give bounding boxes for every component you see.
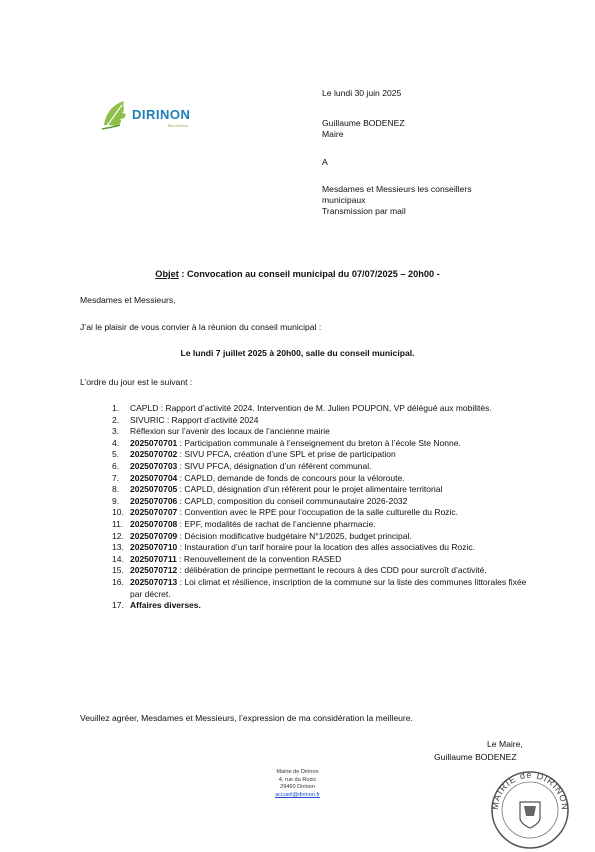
subject-line	[0, 269, 595, 279]
agenda-item	[112, 554, 532, 566]
agenda-item-ref: 2025070701	[130, 437, 178, 448]
agenda-item	[112, 438, 532, 450]
agenda-item	[112, 473, 532, 485]
mairie-stamp	[484, 760, 576, 852]
agenda-item	[112, 496, 532, 508]
agenda-intro: L’ordre du jour est le suivant :	[80, 377, 193, 387]
agenda-item-text: : EPF, modalités de rachat de l’ancienne pharmacie.	[177, 518, 376, 529]
transmission-note: Transmission par mail	[322, 206, 406, 216]
agenda-item	[112, 449, 532, 461]
agenda-item	[112, 531, 532, 543]
closing-paragraph: Veuillez agréer, Mesdames et Messieurs, l’expression de ma considération la meilleure.	[80, 713, 413, 723]
agenda-item-ref: 2025070707	[130, 507, 178, 518]
agenda-item-ref: 2025070710	[130, 542, 178, 553]
agenda-item-number: 2.	[112, 414, 120, 425]
agenda-item-number: 13.	[112, 542, 124, 553]
logo-wordmark: DIRINON	[132, 107, 191, 122]
agenda-item-ref: 2025070702	[130, 449, 178, 460]
agenda-item-text: : Renouvellement de la convention RASED	[176, 553, 342, 564]
agenda-item-text: : SIVU PFCA, désignation d’un référent communal.	[177, 460, 372, 471]
intro-paragraph: J’ai le plaisir de vous convier à la réunion du conseil municipal :	[80, 322, 322, 332]
recipient-line-1: Mesdames et Messieurs les conseillers	[322, 184, 472, 194]
agenda-item-text: : Convention avec le RPE pour l’occupation de la salle culturelle du Rozic.	[177, 507, 458, 518]
agenda-item-number: 17.	[112, 600, 124, 611]
footer-line-2: 4, rue du Rozic	[278, 776, 317, 783]
agenda-item-number: 1.	[112, 403, 120, 413]
agenda-item-text: : Loi climat et résilience, inscription de la commune sur la liste des communes littorales fixée par décret.	[130, 576, 527, 599]
agenda-item-number: 15.	[112, 565, 124, 576]
agenda-item	[112, 600, 532, 612]
agenda-item	[112, 542, 532, 554]
agenda-item-number: 8.	[112, 484, 120, 495]
agenda-item-ref: 2025070713	[130, 576, 178, 587]
sender-role: Maire	[322, 129, 344, 139]
agenda-item	[112, 577, 532, 600]
agenda-item	[112, 507, 532, 519]
coat-of-arms-icon	[520, 802, 540, 828]
agenda-item-text: : délibération de principe permettant le recours à des CDD pour surcroît d’activité.	[177, 565, 487, 576]
agenda-item-text: : SIVU PFCA, création d’une SPL et prise de participation	[177, 449, 396, 460]
agenda-item	[112, 484, 532, 496]
agenda-item-number: 9.	[112, 495, 120, 506]
subject-text: : Convocation au conseil municipal du 07/07/2025 – 20h00 -	[178, 269, 440, 279]
agenda-item-number: 10.	[112, 507, 124, 518]
signature-name: Guillaume BODENEZ	[434, 752, 517, 762]
signature-title: Le Maire,	[487, 739, 523, 749]
agenda-item-number: 16.	[112, 576, 124, 587]
agenda-item-text: SIVURIC : Rapport d’activité 2024	[130, 414, 259, 425]
agenda-item	[112, 403, 532, 415]
agenda-item-text: : Décision modificative budgétaire N°1/2025, budget principal.	[177, 530, 412, 541]
sender-name: Guillaume BODENEZ	[322, 118, 405, 128]
agenda-item-text: CAPLD : Rapport d’activité 2024. Intervention de M. Julien POUPON, VP délégué aux mobilités.	[130, 403, 492, 413]
agenda-item-number: 7.	[112, 472, 120, 483]
agenda-item-ref: 2025070712	[130, 565, 178, 576]
agenda-item-ref: 2025070706	[130, 495, 178, 506]
agenda-item-ref: 2025070708	[130, 518, 178, 529]
agenda-item	[112, 426, 532, 438]
agenda-item-number: 6.	[112, 460, 120, 471]
agenda-item-text: : CAPLD, demande de fonds de concours pour la véloroute.	[177, 472, 405, 483]
stamp-text: MAIRIE de DIRINON	[489, 769, 571, 812]
footer-email-link[interactable]: accueil@dirinon.fr	[275, 791, 320, 798]
agenda-item-text: : CAPLD, composition du conseil communautaire 2026-2032	[177, 495, 408, 506]
subject-label: Objet	[155, 269, 179, 279]
agenda-item-number: 4.	[112, 437, 120, 448]
agenda-item-ref: 2025070709	[130, 530, 178, 541]
agenda-item	[112, 461, 532, 473]
agenda-item-text: : Instauration d’un tarif horaire pour la location des alles associatives du Rozic.	[177, 542, 475, 553]
footer-line-3: 29460 Dirinon	[280, 784, 315, 791]
dirinon-logo	[98, 95, 208, 135]
agenda-item-ref: 2025070705	[130, 484, 178, 495]
agenda-item-number: 14.	[112, 553, 124, 564]
agenda-item-ref: 2025070703	[130, 460, 178, 471]
agenda-item-text: : CAPLD, désignation d’un référent pour le projet alimentaire territorial	[177, 484, 443, 495]
agenda-item	[112, 415, 532, 427]
svg-text:MAIRIE de DIRINON	[490, 770, 570, 811]
to-label: A	[322, 157, 328, 167]
salutation: Mesdames et Messieurs,	[80, 295, 176, 305]
agenda-item-text: : Participation communale à l’enseignement du breton à l’école Ste Nonne.	[177, 437, 461, 448]
agenda-item-ref: Affaires diverses.	[130, 600, 201, 611]
agenda-item-text: Réflexion sur l’avenir des locaux de l’ancienne mairie	[130, 426, 330, 437]
agenda-item-number: 11.	[112, 518, 124, 529]
agenda-item-number: 5.	[112, 449, 120, 460]
agenda-item	[112, 519, 532, 531]
agenda-item	[112, 565, 532, 577]
recipient-line-2: municipaux	[322, 195, 366, 205]
agenda-item-ref: 2025070711	[130, 553, 177, 564]
agenda-item-number: 12.	[112, 530, 124, 541]
agenda-item-ref: 2025070704	[130, 472, 178, 483]
agenda-list	[112, 403, 532, 612]
footer-line-1: Mairie de Dirinon	[276, 769, 319, 775]
logo-tagline: Bro Dirinon	[168, 123, 189, 128]
meeting-details: Le lundi 7 juillet 2025 à 20h00, salle du conseil municipal.	[180, 348, 415, 358]
letter-date: Le lundi 30 juin 2025	[322, 88, 402, 98]
agenda-item-number: 3.	[112, 426, 120, 437]
